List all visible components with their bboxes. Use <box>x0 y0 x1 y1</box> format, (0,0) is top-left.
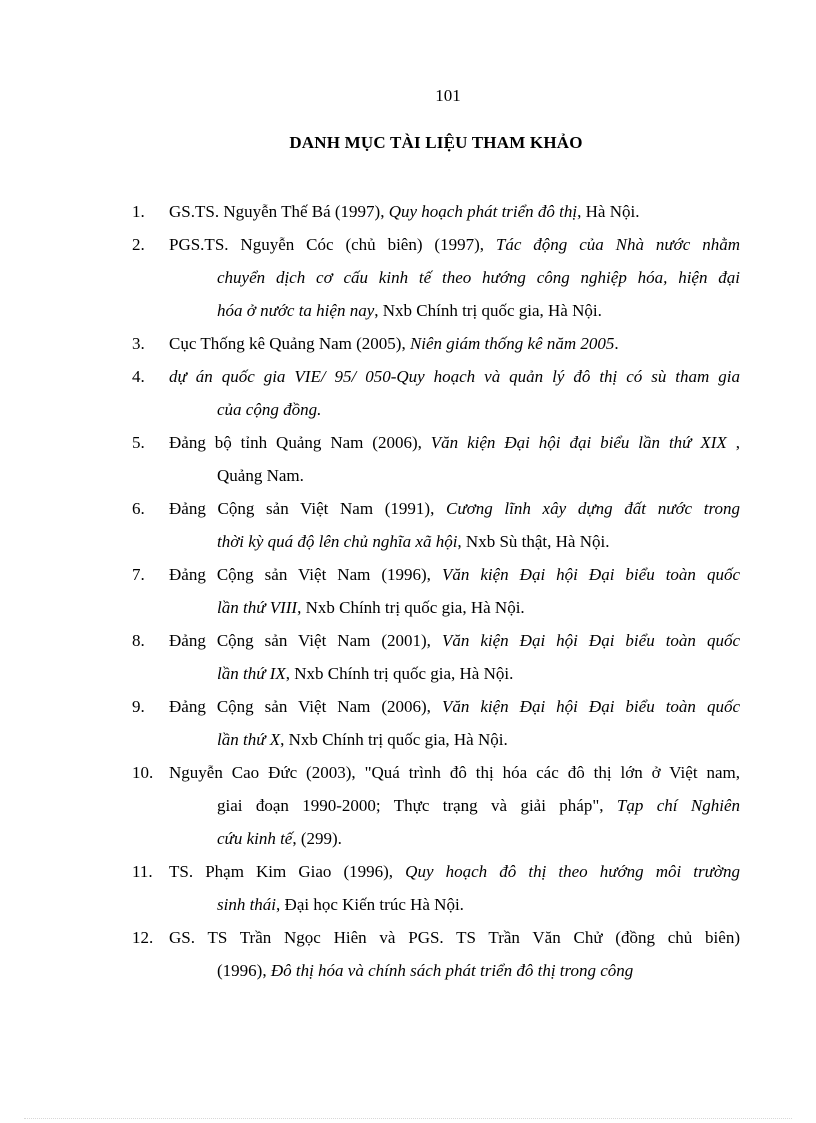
reference-number: 11. <box>132 862 153 881</box>
reference-text: , Đại học Kiến trúc Hà Nội. <box>276 895 464 914</box>
reference-item <box>132 426 740 492</box>
reference-item <box>132 855 740 921</box>
reference-item <box>132 195 740 228</box>
reference-title-text: Văn kiện Đại hội Đại biểu toàn quốc <box>441 565 740 584</box>
reference-title-text: hóa ở nước ta hiện nay <box>217 301 375 320</box>
page-title: DANH MỤC TÀI LIỆU THAM KHẢO <box>289 133 583 152</box>
reference-text: Đảng Cộng sản Việt Nam (2001), <box>169 631 442 650</box>
reference-item <box>132 492 740 558</box>
reference-title-text: chuyển dịch cơ cấu kinh tế theo hướng công nghiệp hóa, hiện đại <box>217 268 740 287</box>
reference-title-text: Đô thị hóa và chính sách phát triển đô thị trong công <box>270 961 634 980</box>
reference-line <box>169 525 740 558</box>
reference-title-text: dự án quốc gia VIE/ 95/ 050-Quy hoạch và quản lý đô thị có sù tham gia <box>169 367 740 386</box>
reference-title-text: Văn kiện Đại hội Đại biểu toàn quốc <box>441 697 740 716</box>
reference-title-text: Tạp chí Nghiên <box>616 796 740 815</box>
reference-title-text: Niên giám thống kê năm 2005 <box>409 334 615 353</box>
reference-text: Nguyễn Cao Đức (2003), "Quá trình đô thị hóa các đô thị lớn ở Việt nam, <box>169 763 740 782</box>
reference-text: GS.TS. Nguyễn Thế Bá (1997), <box>169 202 389 221</box>
reference-line <box>169 426 740 459</box>
reference-item <box>132 558 740 624</box>
reference-title-text: Quy hoạch đô thị theo hướng môi trường <box>405 862 740 881</box>
reference-line <box>169 789 740 822</box>
reference-text: Đảng Cộng sản Việt Nam (1991), <box>169 499 447 518</box>
reference-line <box>169 294 740 327</box>
reference-text: Cục Thống kê Quảng Nam (2005), <box>169 334 410 353</box>
reference-line <box>169 855 740 888</box>
reference-title-text: Quy hoạch phát triển đô thị <box>388 202 578 221</box>
reference-text: (1996), <box>217 961 271 980</box>
page-number: 101 <box>435 86 461 105</box>
reference-line <box>169 228 740 261</box>
reference-line <box>169 492 740 525</box>
reference-text: Đảng bộ tỉnh Quảng Nam (2006), <box>169 433 431 452</box>
reference-text: Quảng Nam. <box>217 466 304 485</box>
reference-title-text: lần thứ X <box>217 730 281 749</box>
reference-text: , Hà Nội. <box>577 202 640 221</box>
reference-text: TS. Phạm Kim Giao (1996), <box>169 862 406 881</box>
reference-title-text: sinh thái <box>217 895 277 914</box>
reference-title-text: thời kỳ quá độ lên chủ nghĩa xã hội <box>217 532 458 551</box>
reference-text: , <box>726 433 740 452</box>
reference-title-text: lần thứ IX <box>217 664 286 683</box>
reference-line <box>169 393 740 426</box>
reference-text: , Nxb Chính trị quốc gia, Hà Nội. <box>374 301 602 320</box>
reference-line <box>169 690 740 723</box>
reference-item <box>132 228 740 327</box>
reference-title-text: Văn kiện Đại hội đại biểu lần thứ XIX <box>430 433 727 452</box>
reference-item <box>132 624 740 690</box>
reference-text: , Nxb Chính trị quốc gia, Hà Nội. <box>285 664 514 683</box>
reference-item <box>132 690 740 756</box>
reference-text: , Nxb Sù thật, Hà Nội. <box>457 532 610 551</box>
reference-line <box>169 195 740 228</box>
page-bottom-divider <box>24 1118 792 1119</box>
reference-number: 12. <box>132 928 154 947</box>
reference-line <box>169 591 740 624</box>
reference-line <box>169 657 740 690</box>
reference-line <box>169 360 740 393</box>
reference-number: 3. <box>132 334 145 353</box>
reference-number: 9. <box>132 697 145 716</box>
reference-line <box>169 822 740 855</box>
reference-text: , (299). <box>292 829 342 848</box>
reference-text: Đảng Cộng sản Việt Nam (1996), <box>169 565 442 584</box>
reference-number: 4. <box>132 367 145 386</box>
reference-line <box>169 756 740 789</box>
reference-item <box>132 756 740 855</box>
reference-number: 2. <box>132 235 145 254</box>
reference-number: 6. <box>132 499 145 518</box>
reference-text: , Nxb Chính trị quốc gia, Hà Nội. <box>297 598 525 617</box>
reference-title-text: Tác động của Nhà nước nhằm <box>495 235 740 254</box>
reference-text: Đảng Cộng sản Việt Nam (2006), <box>169 697 442 716</box>
reference-text: PGS.TS. Nguyễn Cóc (chủ biên) (1997), <box>169 235 496 254</box>
reference-number: 7. <box>132 565 145 584</box>
reference-text: GS. TS Trần Ngọc Hiên và PGS. TS Trần Văn Chử (đồng chủ biên) <box>169 928 740 947</box>
reference-title-text: cứu kinh tế <box>217 829 293 848</box>
reference-number: 10. <box>132 763 154 782</box>
reference-line <box>169 558 740 591</box>
reference-line <box>169 459 740 492</box>
reference-title-text: Văn kiện Đại hội Đại biểu toàn quốc <box>441 631 740 650</box>
reference-number: 5. <box>132 433 145 452</box>
reference-number: 1. <box>132 202 145 221</box>
reference-line <box>169 723 740 756</box>
reference-item <box>132 360 740 426</box>
reference-number: 8. <box>132 631 145 650</box>
reference-title-text: Cương lĩnh xây dựng đất nước trong <box>446 499 740 518</box>
reference-line <box>169 261 740 294</box>
reference-item <box>132 921 740 987</box>
reference-title-text: của cộng đồng. <box>217 400 322 419</box>
reference-list <box>132 195 740 987</box>
reference-text: giai đoạn 1990-2000; Thực trạng và giải pháp", <box>217 796 617 815</box>
reference-line <box>169 888 740 921</box>
reference-text: . <box>614 334 619 353</box>
reference-item <box>132 327 740 360</box>
reference-line <box>169 327 740 360</box>
reference-text: , Nxb Chính trị quốc gia, Hà Nội. <box>280 730 508 749</box>
reference-line <box>169 921 740 954</box>
reference-title-text: lần thứ VIII <box>217 598 298 617</box>
reference-line <box>169 624 740 657</box>
reference-line <box>169 954 740 987</box>
